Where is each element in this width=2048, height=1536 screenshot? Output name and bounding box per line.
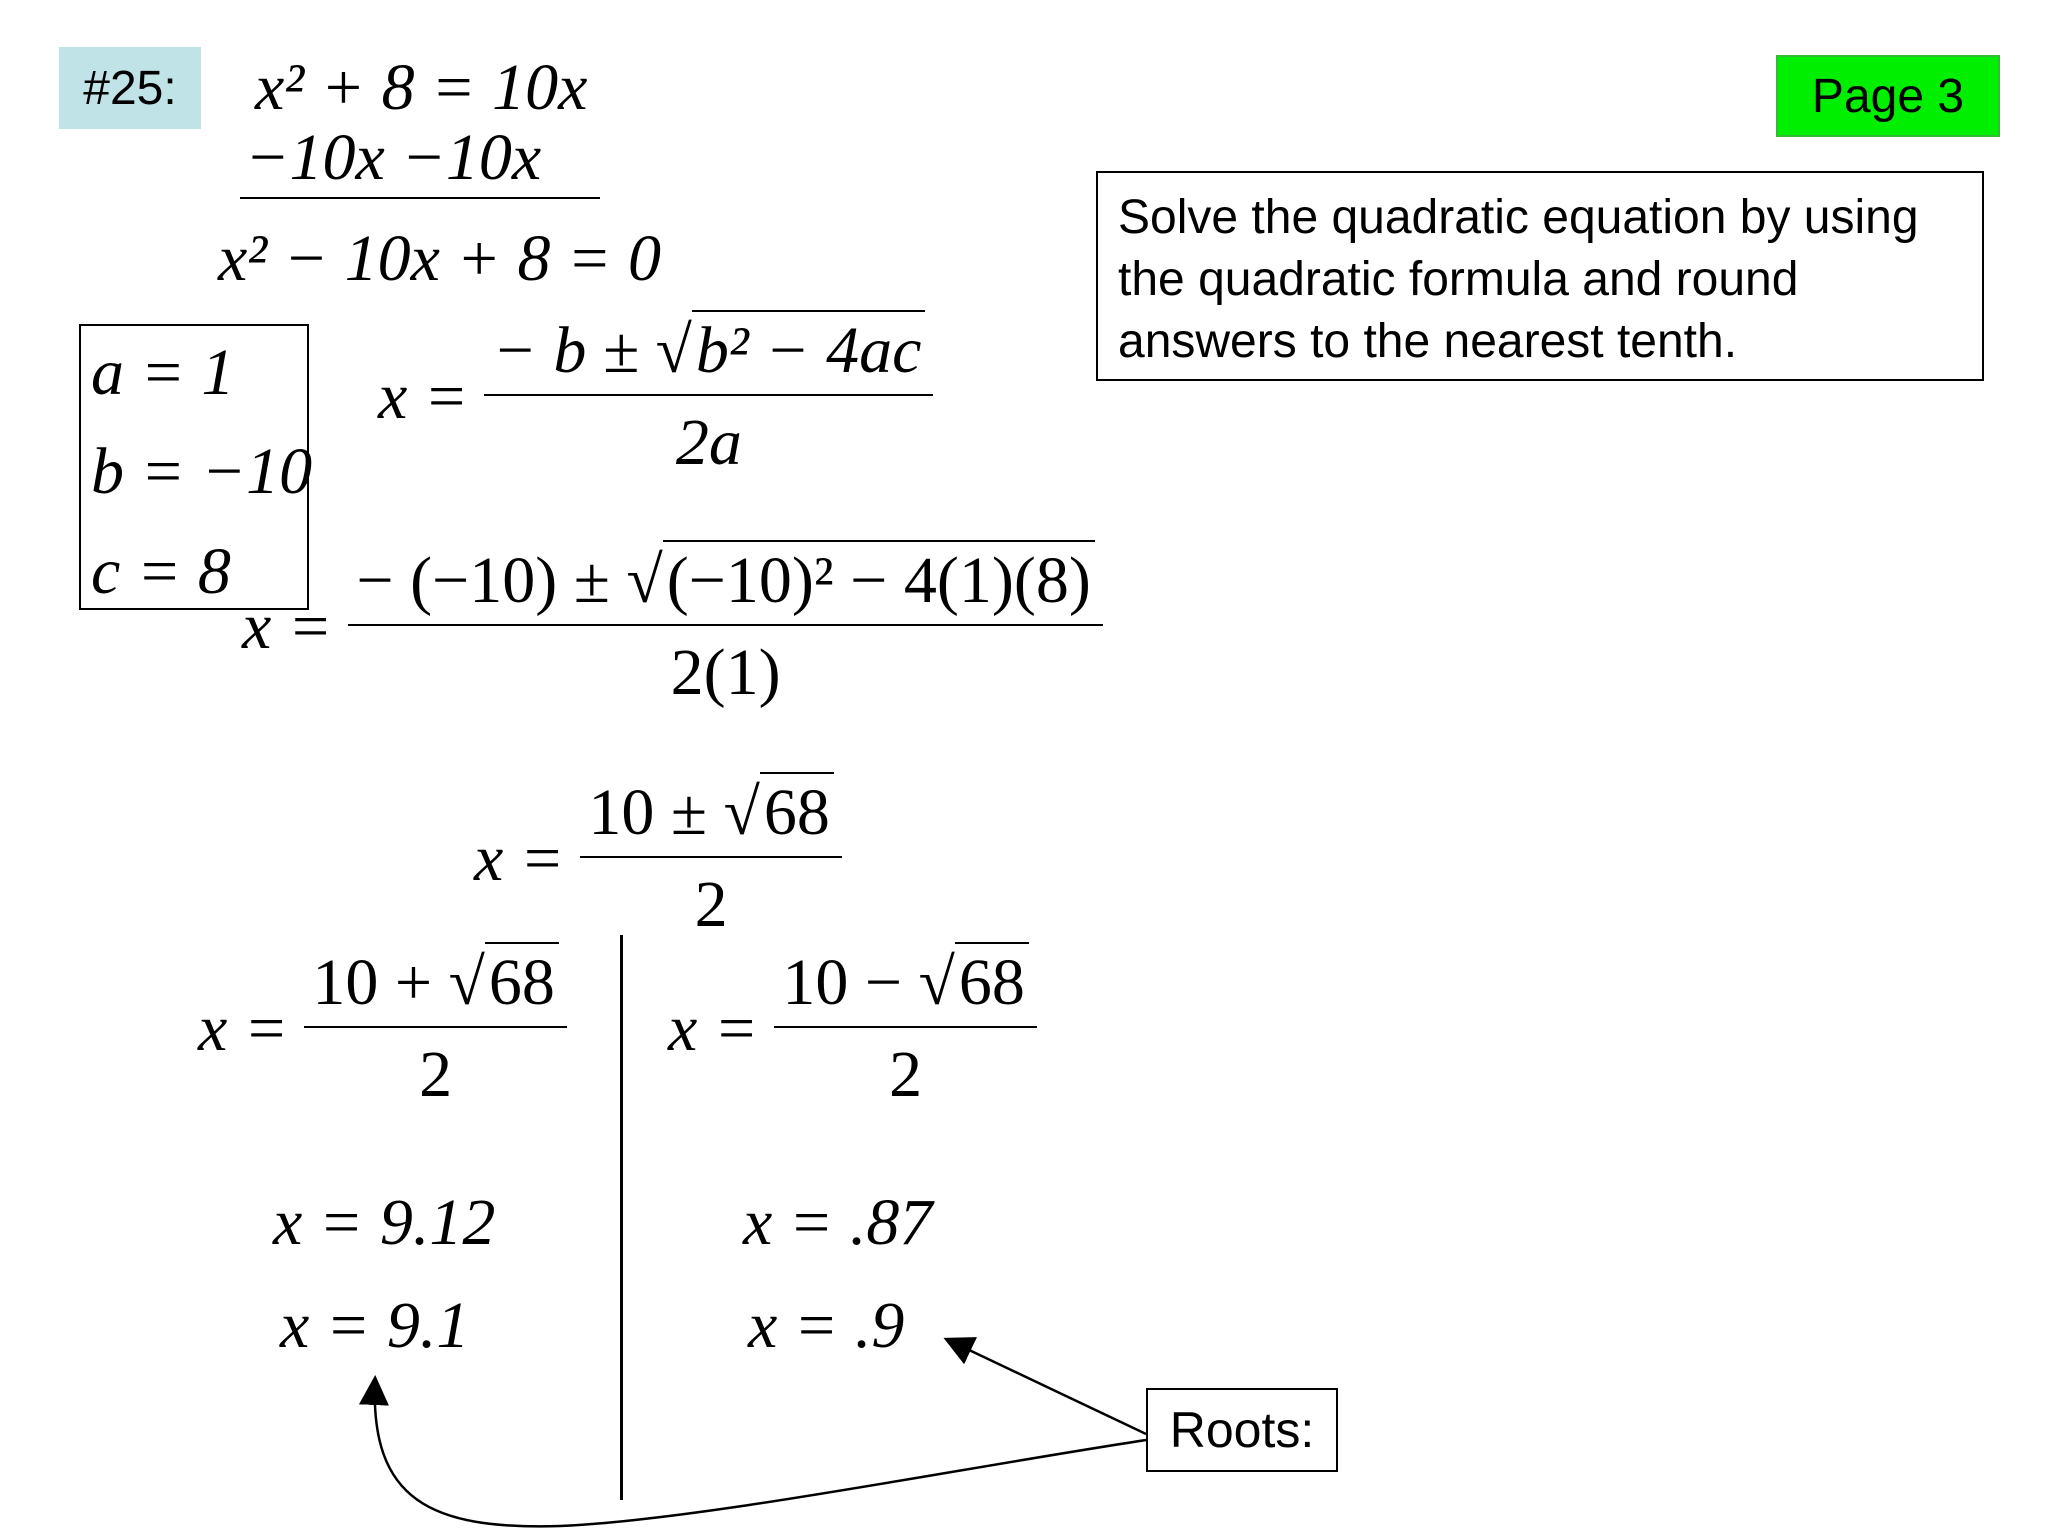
plus-branch-radicand: 68 (485, 942, 559, 1019)
simplified-numerator-pre: 10 ± (588, 776, 708, 849)
substituted-radicand: (−10)² − 4(1)(8) (663, 540, 1095, 617)
minus-branch-rounded: x = .9 (748, 1289, 905, 1362)
plus-branch-numerator-pre: 10 + (312, 946, 433, 1019)
simplified-lhs: x = (474, 822, 565, 895)
plus-branch-rounded: x = 9.1 (280, 1289, 470, 1362)
problem-number: #25: (83, 61, 177, 115)
minus-branch-denominator: 2 (889, 1038, 923, 1111)
coefficient-c: c = 8 (91, 535, 231, 608)
substituted-numerator-pre: − (−10) ± (356, 544, 610, 617)
simplified-numerator: 10 ± √68 (580, 780, 841, 856)
substituted-denominator: 2(1) (670, 636, 781, 709)
coefficient-a: a = 1 (91, 336, 235, 409)
arrow-to-plus-root (375, 1380, 1146, 1526)
substituted-numerator: − (−10) ± √(−10)² − 4(1)(8) (348, 548, 1102, 624)
formula-numerator: − b ± √b² − 4ac (484, 318, 933, 394)
minus-branch-decimal: x = .87 (743, 1186, 933, 1259)
roots-label-box (1146, 1388, 1338, 1472)
formula-lhs: x = (378, 360, 469, 433)
formula-numerator-pre: − b ± (492, 314, 640, 387)
simplified-denominator: 2 (694, 868, 728, 941)
formula-radicand: b² − 4ac (692, 310, 926, 387)
plus-branch-decimal: x = 9.12 (273, 1186, 496, 1259)
formula-denominator: 2a (675, 406, 742, 479)
minus-branch-numerator: 10 − √68 (774, 950, 1036, 1026)
plus-branch-numerator: 10 + √68 (304, 950, 566, 1026)
minus-branch-radicand: 68 (955, 942, 1029, 1019)
plus-branch-denominator: 2 (419, 1038, 453, 1111)
simplified-radicand: 68 (760, 772, 834, 849)
coefficient-b: b = −10 (91, 435, 313, 508)
substituted-lhs: x = (242, 590, 333, 663)
roots-label: Roots: (1169, 1402, 1315, 1458)
minus-branch-lhs: x = (668, 992, 759, 1065)
arrow-to-minus-root (948, 1340, 1146, 1434)
page-label: Page 3 (1811, 69, 1965, 123)
equation-line-1: x² + 8 = 10x (255, 51, 588, 124)
minus-branch-numerator-pre: 10 − (782, 946, 903, 1019)
equation-line-3: x² − 10x + 8 = 0 (218, 222, 661, 295)
equation-line-2: −10x −10x (245, 121, 542, 194)
plus-branch-lhs: x = (198, 992, 289, 1065)
instruction-text: Solve the quadratic equation by using the quadratic formula and round answers to the nearest tenth. (1118, 191, 1919, 368)
